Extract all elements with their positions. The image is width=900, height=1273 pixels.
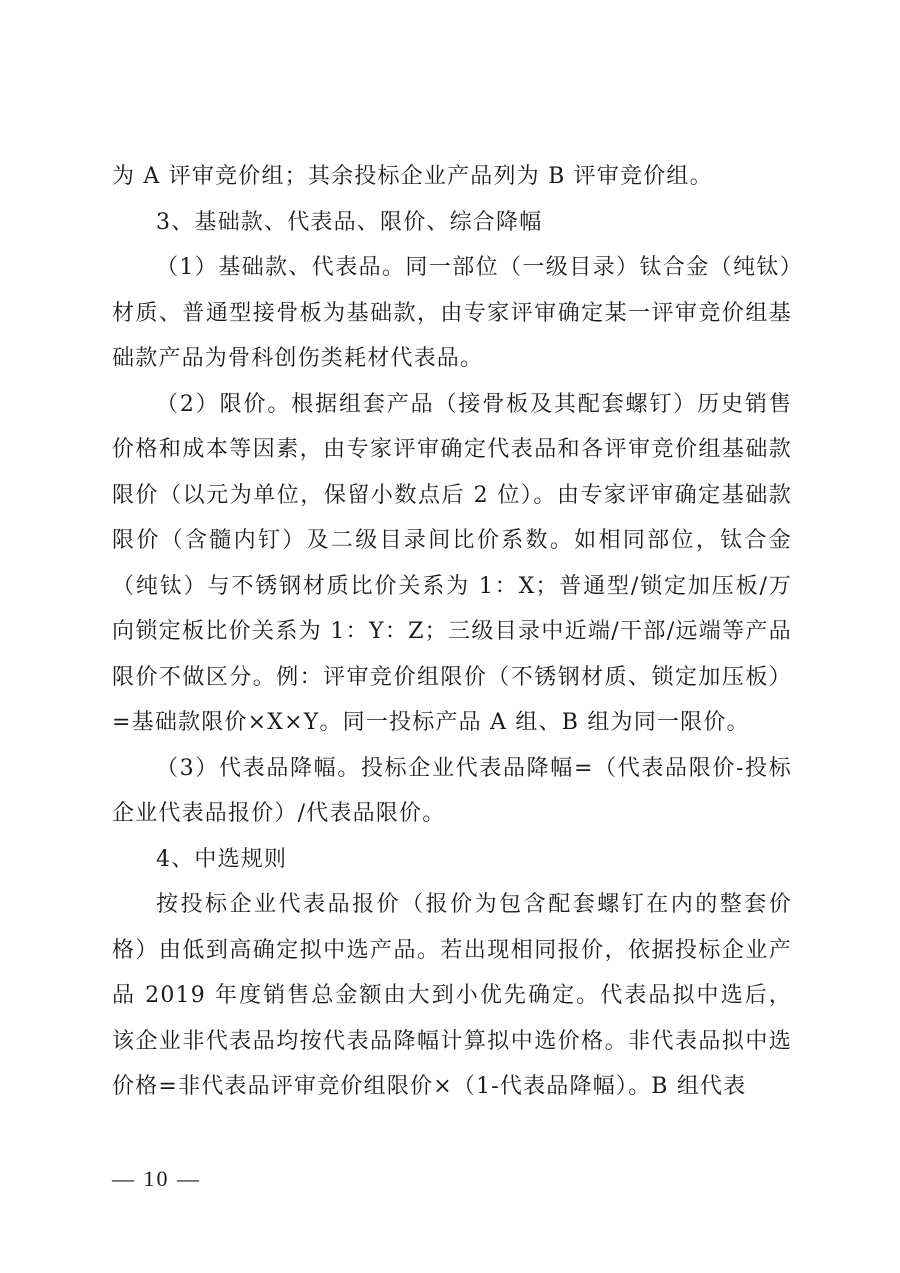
section-heading-4: 4、中选规则 (156, 846, 288, 872)
paragraph-selection-rules: 按投标企业代表品报价（报价为包含配套螺钉在内的整套价格）由低到高确定拟中选产品。若出现相同报价，依据投标企业产品 2019 年度销售总金额由大到小优先确定。代表品拟中选后，该企业非代表品均按代表品降幅计算拟中选价格。非代表品拟中选价格=非代表品评审竞价组限价×（1-代表品降幅）。B 组代表 (112, 892, 792, 1099)
section-heading-3: 3、基础款、代表品、限价、综合降幅 (156, 209, 543, 235)
paragraph-continuation: 为 A 评审竞价组；其余投标企业产品列为 B 评审竞价组。 (112, 164, 713, 189)
paragraph-price-limit: （2）限价。根据组套产品（接骨板及其配套螺钉）历史销售价格和成本等因素，由专家评审确定代表品和各评审竞价组基础款限价（以元为单位，保留小数点后 2 位）。由专家评审确定基础款限价（含髓内钉）及二级目录间比价系数。如相同部位，钛合金（纯钛）与不锈钢材质比价关系为 1：X；普通型/锁定加压板/万向锁定板比价关系为 1：Y：Z；三级目录中近端/干部/远端等产品限价不做区分。例：评审竞价组限价（不锈钢材质、锁定加压板）=基础款限价×X×Y。同一投标产品 A 组、B 组为同一限价。 (112, 391, 792, 735)
document-body (112, 154, 792, 1110)
paragraph-representative-decrease: （3）代表品降幅。投标企业代表品降幅=（代表品限价-投标企业代表品报价）/代表品限价。 (112, 755, 792, 826)
page-number: — 10 — (112, 1166, 201, 1191)
paragraph-base-and-representative: （1）基础款、代表品。同一部位（一级目录）钛合金（纯钛）材质、普通型接骨板为基础款，由专家评审确定某一评审竞价组基础款产品为骨科创伤类耗材代表品。 (112, 255, 792, 371)
